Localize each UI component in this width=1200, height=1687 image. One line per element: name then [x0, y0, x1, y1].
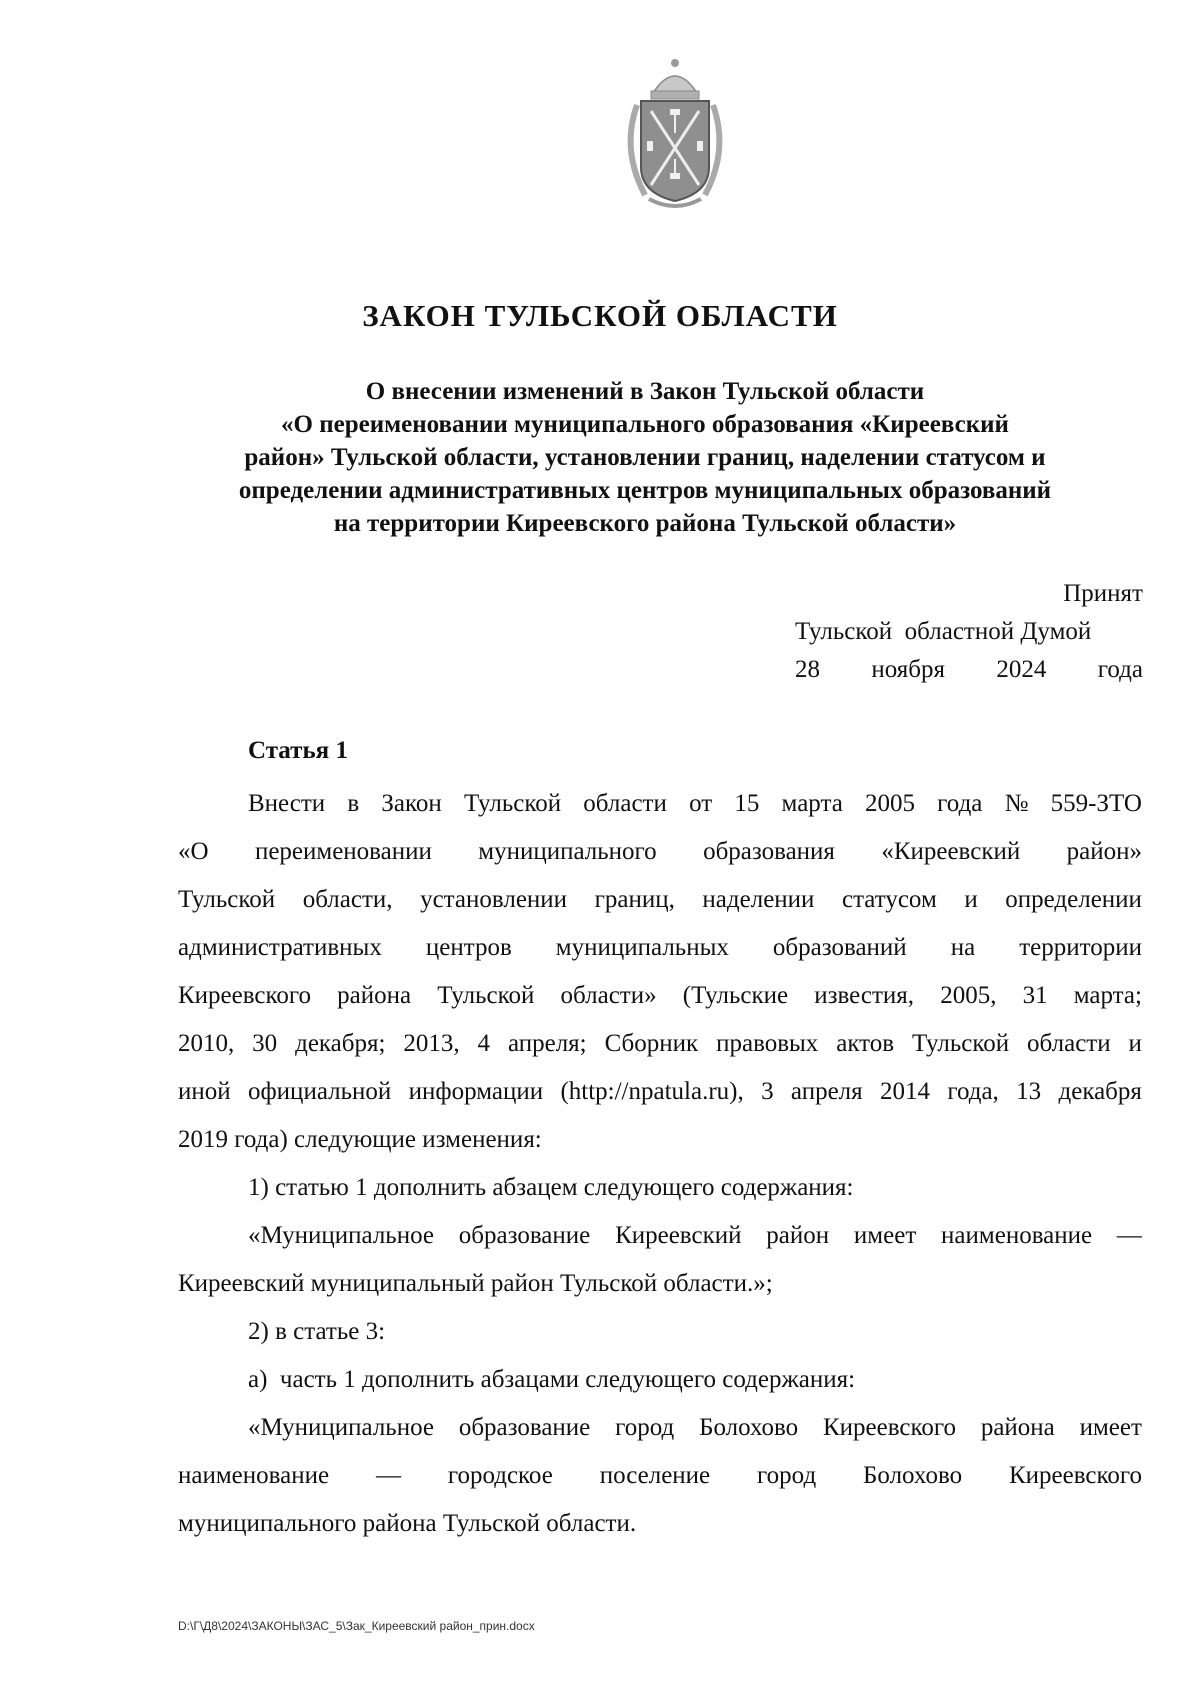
- word: на: [950, 934, 976, 961]
- adopted-label: Принят: [1063, 580, 1143, 607]
- word: образований: [772, 934, 907, 961]
- justified-line: [178, 1452, 1142, 1500]
- word: района: [980, 1414, 1055, 1441]
- word: апреля;: [507, 1030, 587, 1057]
- word: (Тульские: [682, 982, 789, 1009]
- justified-line: [178, 1068, 1142, 1116]
- word: Тульской: [437, 982, 535, 1009]
- word: Внести: [248, 790, 326, 817]
- word: район»: [1066, 838, 1142, 865]
- word: информации: [408, 1078, 544, 1105]
- word: —: [1116, 1222, 1142, 1249]
- word: 15: [734, 790, 760, 817]
- file-path-footer: D:\Г\Д8\2024\ЗАКОНЫ\ЗАС_5\Зак_Киреевский район_прин.docx: [178, 1619, 535, 1633]
- word: центров: [425, 934, 512, 961]
- item-1: 1) статью 1 дополнить абзацем следующего содержания:: [248, 1174, 854, 1201]
- adoption-date: [795, 651, 1143, 689]
- word: Киреевского: [822, 1414, 956, 1441]
- word: иной: [178, 1078, 231, 1105]
- subtitle-line: район» Тульской области, установлении границ, наделении статусом и: [244, 444, 1046, 471]
- word: Сборник: [604, 1030, 699, 1057]
- word: «Муниципальное: [248, 1222, 434, 1249]
- word: образование: [458, 1414, 591, 1441]
- word: (http://npatula.ru),: [560, 1078, 744, 1105]
- word: границ,: [594, 886, 675, 913]
- text-line: муниципального района Тульской области.: [178, 1510, 637, 1537]
- word: муниципального: [478, 838, 657, 865]
- word: статусом: [841, 886, 937, 913]
- word: 31: [1022, 982, 1048, 1009]
- word: переименовании: [254, 838, 432, 865]
- word: правовых: [716, 1030, 819, 1057]
- word: 2013,: [403, 1030, 460, 1057]
- word: 2014: [879, 1078, 930, 1105]
- word: наименование: [178, 1462, 330, 1489]
- word: и: [964, 886, 978, 913]
- word: образование: [458, 1222, 591, 1249]
- word: 559-ЗТО: [1050, 790, 1142, 817]
- word: декабря;: [295, 1030, 386, 1057]
- text-line: Киреевский муниципальный район Тульской области.»;: [178, 1270, 773, 1297]
- item-2a: а) часть 1 дополнить абзацами следующего содержания:: [248, 1366, 856, 1393]
- word: Тульской: [911, 1030, 1010, 1057]
- justified-line: [178, 876, 1142, 924]
- adoption-block: [795, 575, 1143, 689]
- word: город: [757, 1462, 817, 1489]
- subtitle-line: на территории Киреевского района Тульской области»: [333, 510, 957, 537]
- word: муниципальных: [555, 934, 729, 961]
- word: области: [1027, 1030, 1111, 1057]
- word: установлении: [420, 886, 568, 913]
- word: «О: [178, 838, 209, 865]
- word: Тульской: [178, 886, 276, 913]
- word: —: [375, 1462, 401, 1489]
- word: района: [337, 982, 412, 1009]
- word: определении: [1005, 886, 1142, 913]
- word: «Муниципальное: [248, 1414, 434, 1441]
- word: образования: [703, 838, 835, 865]
- tula-coat-of-arms-emblem: [615, 55, 735, 213]
- word: в: [347, 790, 360, 817]
- word: марта: [781, 790, 843, 817]
- word: 30: [252, 1030, 278, 1057]
- word: Болохово: [699, 1414, 799, 1441]
- word: области»: [560, 982, 657, 1009]
- subtitle-line: О внесении изменений в Закон Тульской области: [365, 378, 925, 405]
- word: Закон: [381, 790, 442, 817]
- subtitle-line: определении административных центров муниципальных образований: [238, 477, 1052, 504]
- word: Киреевский: [615, 1222, 742, 1249]
- word: Тульской: [463, 790, 562, 817]
- word: 2005,: [940, 982, 997, 1009]
- word: 13: [1016, 1078, 1042, 1105]
- word: декабря: [1058, 1078, 1142, 1105]
- word: наименование: [941, 1222, 1093, 1249]
- justified-line: [178, 828, 1142, 876]
- word: 2005: [864, 790, 915, 817]
- word: известия,: [814, 982, 915, 1009]
- justified-line: [178, 1404, 1142, 1452]
- word: имеет: [1079, 1414, 1142, 1441]
- word: области,: [302, 886, 393, 913]
- word: имеет: [853, 1222, 917, 1249]
- subtitle-line: «О переименовании муниципального образования «Киреевский: [281, 411, 1009, 438]
- adoption-month: ноября: [871, 656, 945, 683]
- word: №: [1004, 790, 1029, 817]
- word: года: [937, 790, 983, 817]
- word: «Киреевский: [881, 838, 1021, 865]
- word: актов: [836, 1030, 895, 1057]
- word: Киреевского: [178, 982, 312, 1009]
- word: Киреевского: [1008, 1462, 1142, 1489]
- word: Болохово: [863, 1462, 963, 1489]
- word: поселение: [599, 1462, 711, 1489]
- word: территории: [1019, 934, 1142, 961]
- word: марта;: [1073, 982, 1142, 1009]
- word: город: [615, 1414, 675, 1441]
- word: от: [689, 790, 713, 817]
- word: области: [583, 790, 667, 817]
- word: наделении: [702, 886, 815, 913]
- word: года,: [947, 1078, 999, 1105]
- law-title: ЗАКОН ТУЛЬСКОЙ ОБЛАСТИ: [362, 298, 838, 333]
- justified-line: [178, 1212, 1142, 1260]
- word: официальной: [247, 1078, 392, 1105]
- article-body: [178, 780, 1142, 1548]
- word: апреля: [790, 1078, 863, 1105]
- word: район: [766, 1222, 830, 1249]
- word: административных: [178, 934, 382, 961]
- justified-line: [178, 780, 1142, 828]
- justified-line: [178, 972, 1142, 1020]
- article-heading: Статья 1: [248, 737, 348, 764]
- word: 4: [477, 1030, 491, 1057]
- word: 3: [761, 1078, 774, 1105]
- law-subtitle: [195, 375, 1095, 540]
- item-2: 2) в статье 3:: [248, 1318, 386, 1345]
- justified-line: [178, 1020, 1142, 1068]
- adoption-year-suffix: года: [1097, 656, 1143, 683]
- text-line: 2019 года) следующие изменения:: [178, 1126, 542, 1153]
- adoption-day: 28: [795, 656, 820, 683]
- justified-line: [178, 924, 1142, 972]
- word: и: [1128, 1030, 1142, 1057]
- word: 2010,: [178, 1030, 235, 1057]
- adoption-year: 2024: [996, 656, 1047, 683]
- word: городское: [447, 1462, 553, 1489]
- adopted-by: Тульской областной Думой: [795, 618, 1092, 645]
